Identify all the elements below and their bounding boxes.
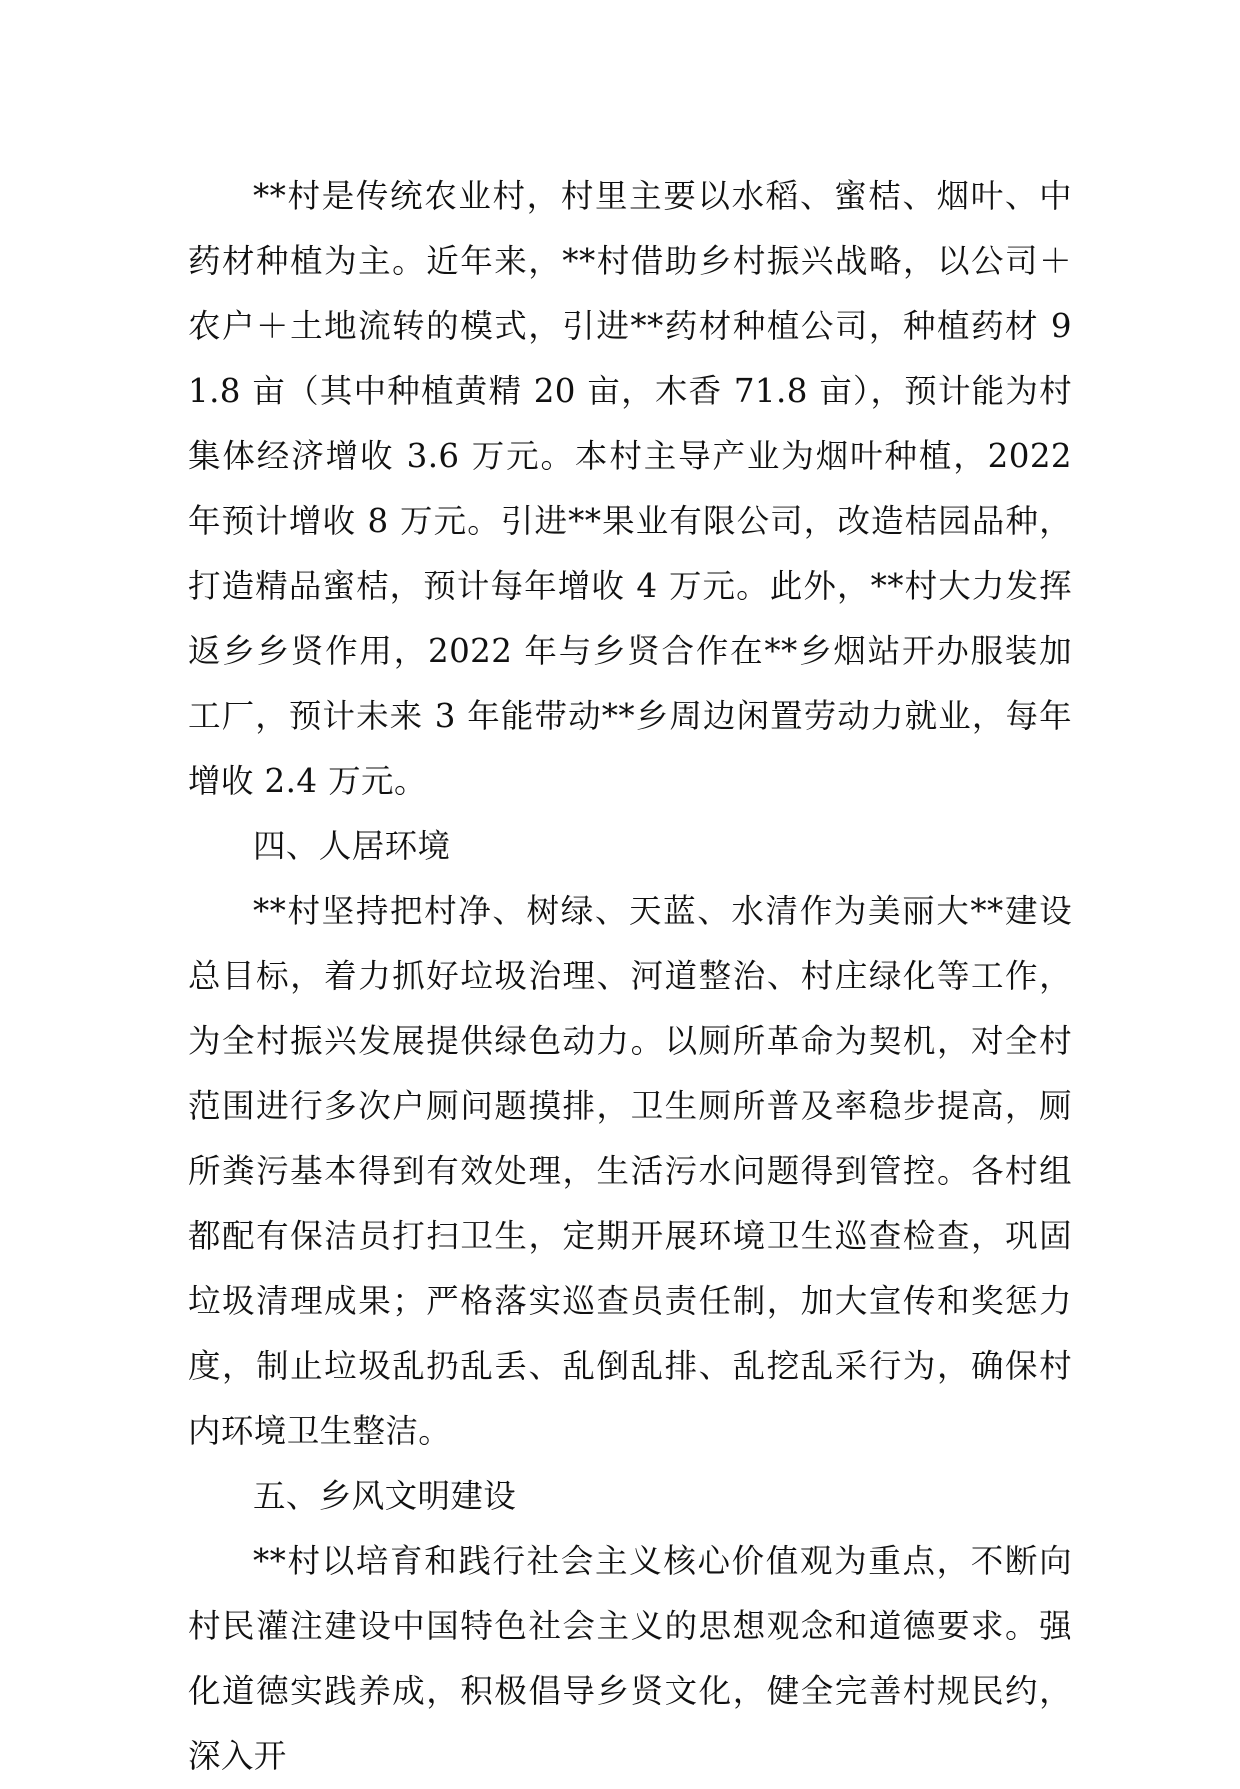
paragraph-rural-civilization: **村以培育和践行社会主义核心价值观为重点，不断向村民灌注建设中国特色社会主义的思想观念和道德要求。强化道德实践养成，积极倡导乡贤文化，健全完善村规民约，深入开 — [188, 1542, 1072, 1775]
section-heading-living-environment: 四、人居环境 — [253, 827, 451, 865]
document-body — [188, 164, 1072, 1789]
paragraph-living-environment: **村坚持把村净、树绿、天蓝、水清作为美丽大**建设总目标，着力抓好垃圾治理、河道整治、村庄绿化等工作，为全村振兴发展提供绿色动力。以厕所革命为契机，对全村范围进行多次户厕问题摸排，卫生厕所普及率稳步提高，厕所粪污基本得到有效处理，生活污水问题得到管控。各村组都配有保洁员打扫卫生，定期开展环境卫生巡查检查，巩固垃圾清理成果；严格落实巡查员责任制，加大宣传和奖惩力度，制止垃圾乱扔乱丢、乱倒乱排、乱挖乱采行为，确保村内环境卫生整洁。 — [188, 892, 1072, 1450]
section-heading-rural-civilization: 五、乡风文明建设 — [253, 1477, 517, 1515]
paragraph-agriculture-industry: **村是传统农业村，村里主要以水稻、蜜桔、烟叶、中药材种植为主。近年来，**村借助乡村振兴战略，以公司＋农户＋土地流转的模式，引进**药材种植公司，种植药材 91.8 亩（其中种植黄精 20 亩，木香 71.8 亩），预计能为村集体经济增收 3.6 万元。本村主导产业为烟叶种植，2022 年预计增收 8 万元。引进**果业有限公司，改造桔园品种，打造精品蜜桔，预计每年增收 4 万元。此外，**村大力发挥返乡乡贤作用，2022 年与乡贤合作在**乡烟站开办服装加工厂，预计未来 3 年能带动**乡周边闲置劳动力就业，每年增收 2.4 万元。 — [188, 177, 1072, 800]
